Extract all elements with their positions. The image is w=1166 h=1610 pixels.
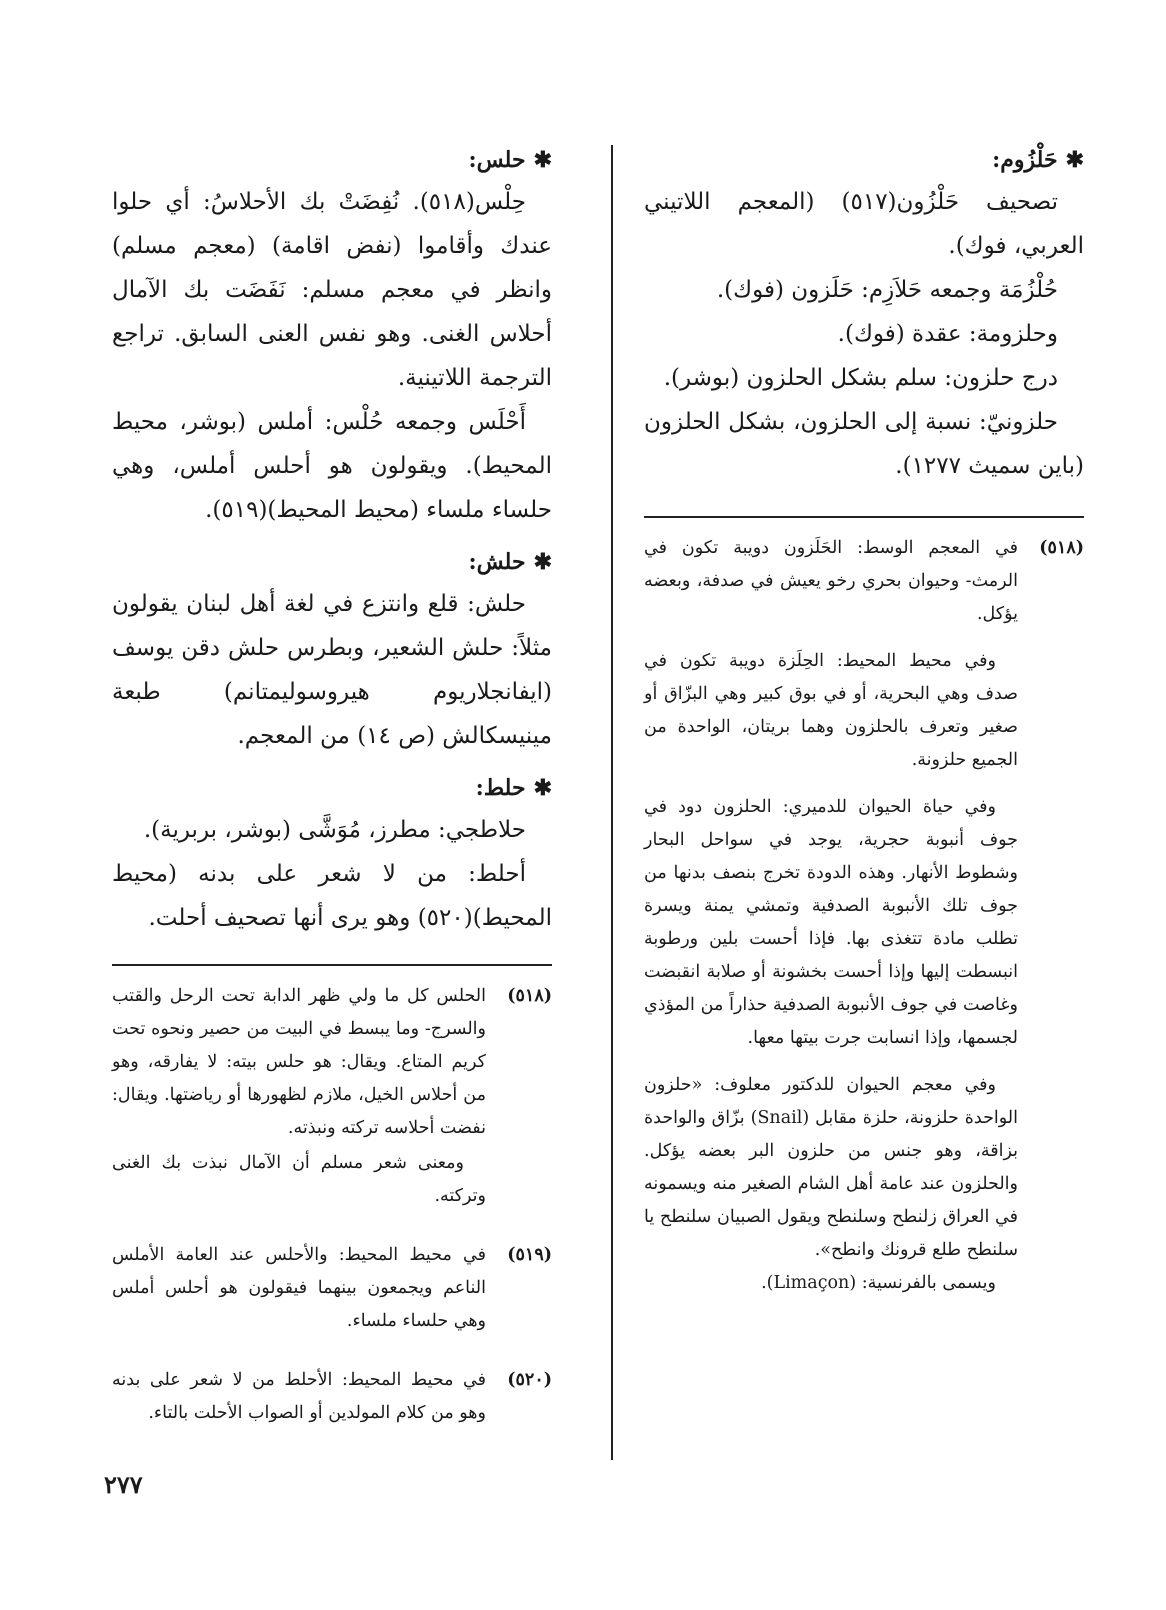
footnote-paragraph: في محيط المحيط: الأحلط من لا شعر على بدنه وهو من كلام المولدين أو الصواب الأحلت بالتاء. [112,1370,486,1423]
entry-paragraph: وحلزومة: عقدة (فوك). [837,321,1058,347]
entry-paragraph: حلزونيّ: نسبة إلى الحلزون، بشكل الحلزون (باين سميث ١٢٧٧). [644,409,1084,479]
entry-title: حَلْزُوم: [992,147,1058,173]
footnote-paragraph: وفي حياة الحيوان للدميري: الحلزون دود في جوف أنبوبة حجرية، يوجد في سواحل البحار وشطوط الأنهار. وهذه الدودة تخرج بنصف بدنها من جوف تلك الأنبوبة الصدفية وتمشي يمنة ويسرة تطلب مادة تتغذى بها. فإذا أحست بلين ورطوبة انبسطت إليها وإذا أحست بخشونة أو صلابة انقبضت وغاصت في جوف الأنبوبة الصدفية حذاراً من المؤذي لجسمها، وإذا انسابت جرت بيتها معها. [644,797,1018,1048]
footnote-paragraph: ومعنى شعر مسلم أن الآمال نبذت بك الغنى وتركته. [112,1153,486,1206]
entry-heading [112,542,552,582]
entry-paragraph: درج حلزون: سلم بشكل الحلزون (بوشر). [663,365,1058,391]
entry-heading [112,768,552,808]
footnote-paragraph: وفي معجم الحيوان للدكتور معلوف: «حلزون الواحدة حلزونة، حلزة مقابل (Snail) بزّاق والواحدة بزاقة، وهو جنس من حلزون البر بعضه يؤكل. والحلزون عند عامة أهل الشام الصغير منه ويسمونه في العراق زلنطح وسلنطح ويقول الصبيان سلنطح يا سلنطح طلع قرونك وانطح». [644,1075,1018,1260]
entry-paragraph: حلاطجي: مطرز، مُوَشَّى (بوشر، بربرية). [143,817,526,843]
entry-paragraph: أحلط: من لا شعر على بدنه (محيط المحيط)(٥٢٠) وهو يرى أنها تصحيف أحلت. [112,861,552,931]
entry-title: حلس: [468,147,526,173]
footnote-paragraph: في محيط المحيط: والأحلس عند العامة الأملس الناعم ويجمعون بينهما فيقولون هو أحلس أملس وهي حلساء ملساء. [112,1245,486,1331]
footnote-paragraph: الحلس كل ما ولي ظهر الدابة تحت الرحل والقتب والسرج- وما يبسط في البيت من حصير ونحوه تحت كريم المتاع. ويقال: هو حلس بيته: لا يفارقه، وهو من أحلاس الخيل، ملازم لظهورها أو رياضتها. ويقال: نفضت أحلاسه تركته ونبذته. [112,986,486,1138]
entry-title: حلش: [468,549,526,575]
footnote-number: (٥١٩) [507,1245,552,1265]
footnote-paragraph: ويسمى بالفرنسية: (Limaçon). [761,1273,996,1293]
left-column [112,140,552,1456]
footnote-paragraph: في المعجم الوسط: الحَلَزون دويبة تكون في الرمث- وحيوان بحري رخو يعيش في صدفة، وبعضه يؤكل. [644,538,1018,624]
footnote-body [112,1364,486,1444]
entry-paragraph: تصحيف حَلْزُون(٥١٧) (المعجم اللاتيني العربي، فوك). [644,189,1084,259]
footnote-body [644,532,1018,1314]
footnote-rule [644,516,1084,518]
left-column-body [112,140,552,940]
asterisk-icon: ✱ [533,147,552,173]
page-number: ٢٧٧ [104,1470,143,1499]
footnote [112,1364,552,1444]
footnote-body [112,1239,486,1352]
footnote-number: (٥١٨) [1039,538,1084,558]
entry-paragraph: حلش: قلع وانتزع في لغة أهل لبنان يقولون مثلاً: حلش الشعير، وبطرس حلش دقن يوسف (ايفانجلاريوم هيروسوليمتانم) طبعة مينيسكالش (ص ١٤) من المعجم. [112,591,552,749]
footnote-number: (٥٢٠) [507,1370,552,1390]
right-column [644,140,1084,1326]
footnote [112,980,552,1227]
asterisk-icon: ✱ [533,549,552,575]
footnote-number: (٥١٨) [507,986,552,1006]
footnote [644,532,1084,1314]
column-divider [611,145,613,1460]
footnote-body [112,980,486,1227]
left-footnotes [112,980,552,1444]
footnote-paragraph: وفي محيط المحيط: الحِلَزة دويبة تكون في صدف وهي البحرية، أو في بوق كبير وهي البزّاق أو صغير وتعرف بالحلزون وهما بريتان، الواحدة من الجميع حلزونة. [644,651,1018,770]
entry-heading [644,140,1084,180]
entry-paragraph: حِلْس(٥١٨). نُفِضَتْ بك الأحلاسُ: أي حلوا عندك وأقاموا (نفض اقامة) (معجم مسلم) وانظر في معجم مسلم: نَفَضَت بك الآمال أحلاس الغنى. وهو نفس العنى السابق. تراجع الترجمة اللاتينية. [112,189,552,391]
footnote-rule [112,964,552,966]
asterisk-icon: ✱ [1065,147,1084,173]
asterisk-icon: ✱ [533,775,552,801]
entry-heading [112,140,552,180]
entry-paragraph: حُلْزُمَة وجمعه حَلاَزِم: حَلَزون (فوك). [716,277,1058,303]
entry-paragraph: أَحْلَس وجمعه حُلْس: أملس (بوشر، محيط المحيط). ويقولون هو أحلس أملس، وهي حلساء ملساء (محيط المحيط)(٥١٩). [112,409,552,523]
footnote [112,1239,552,1352]
right-column-body [644,140,1084,488]
right-footnotes [644,532,1084,1314]
entry-title: حلط: [475,775,526,801]
